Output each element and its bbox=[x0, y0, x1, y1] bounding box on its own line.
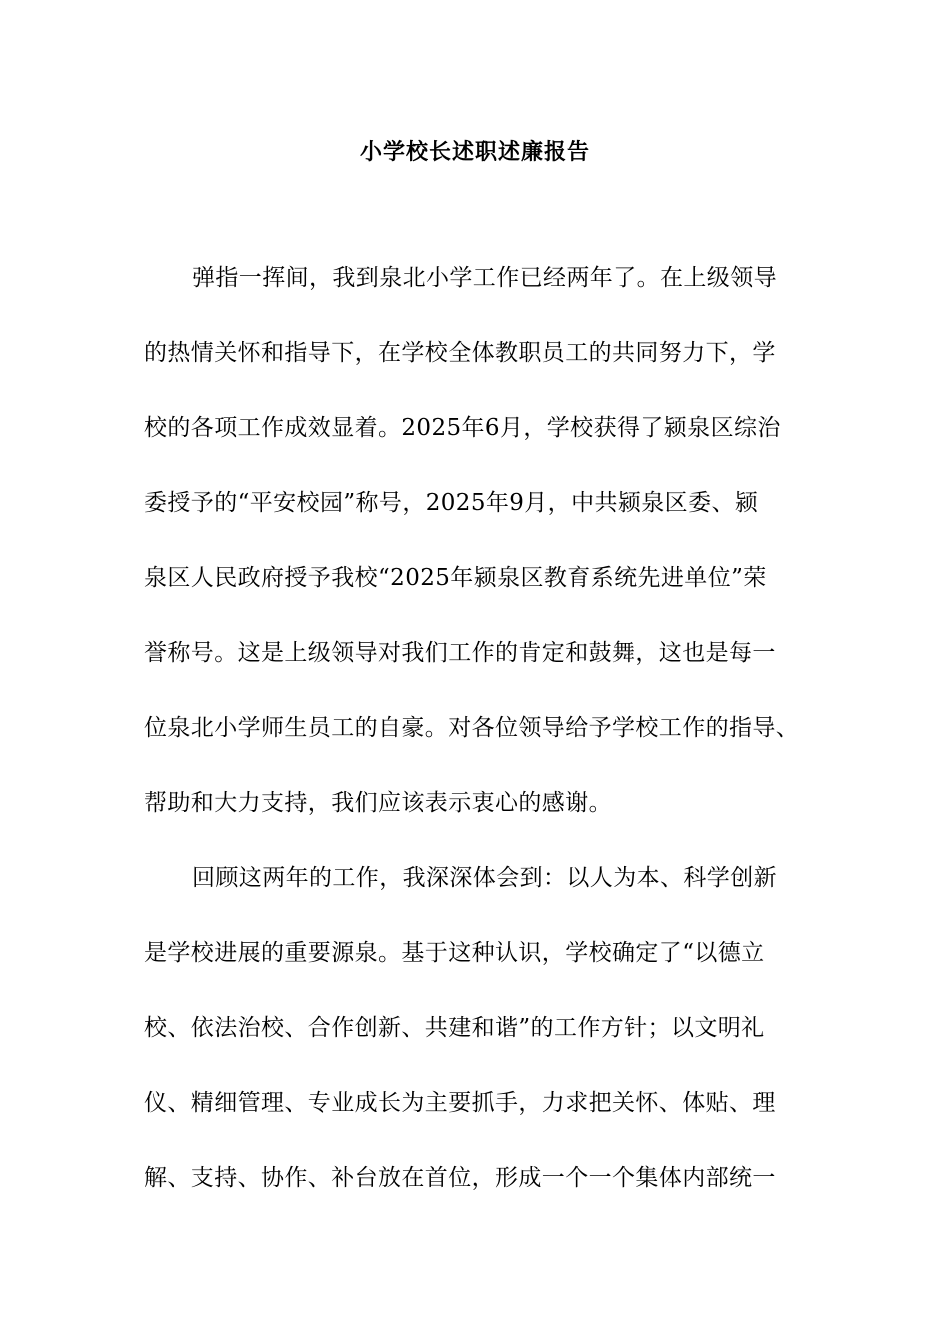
paragraph-2-line-4: 仪、精细管理、专业成长为主要抓手，力求把关怀、体贴、理 bbox=[144, 1090, 776, 1116]
paragraph-1-line-3: 校的各项工作成效显着。2025年6月，学校获得了颍泉区综治 bbox=[144, 415, 781, 441]
paragraph-1-line-6: 誉称号。这是上级领导对我们工作的肯定和鼓舞，这也是每一 bbox=[144, 640, 776, 666]
paragraph-2-line-5: 解、支持、协作、补台放在首位，形成一个一个集体内部统一 bbox=[144, 1165, 776, 1191]
paragraph-1-line-5: 泉区人民政府授予我校“2025年颍泉区教育系统先进单位”荣 bbox=[144, 565, 767, 591]
document-body bbox=[144, 248, 824, 1223]
paragraph-1-line-7: 位泉北小学师生员工的自豪。对各位领导给予学校工作的指导、 bbox=[144, 715, 800, 741]
paragraph-1-line-8: 帮助和大力支持，我们应该表示衷心的感谢。 bbox=[144, 790, 612, 816]
paragraph-2-line-2: 是学校进展的重要源泉。基于这种认识，学校确定了“以德立 bbox=[144, 940, 765, 966]
paragraph-1-line-2: 的热情关怀和指导下，在学校全体教职员工的共同努力下，学 bbox=[144, 340, 776, 366]
paragraph-2-line-3: 校、依法治校、合作创新、共建和谐”的工作方针；以文明礼 bbox=[144, 1015, 765, 1041]
paragraph-1-line-4: 委授予的“平安校园”称号，2025年9月，中共颍泉区委、颍 bbox=[144, 490, 759, 516]
paragraph-2-line-1: 回顾这两年的工作，我深深体会到：以人为本、科学创新 bbox=[192, 865, 777, 891]
paragraph-1-line-1: 弹指一挥间，我到泉北小学工作已经两年了。在上级领导 bbox=[192, 265, 777, 291]
document-title: 小学校长述职述廉报告 bbox=[359, 139, 590, 165]
